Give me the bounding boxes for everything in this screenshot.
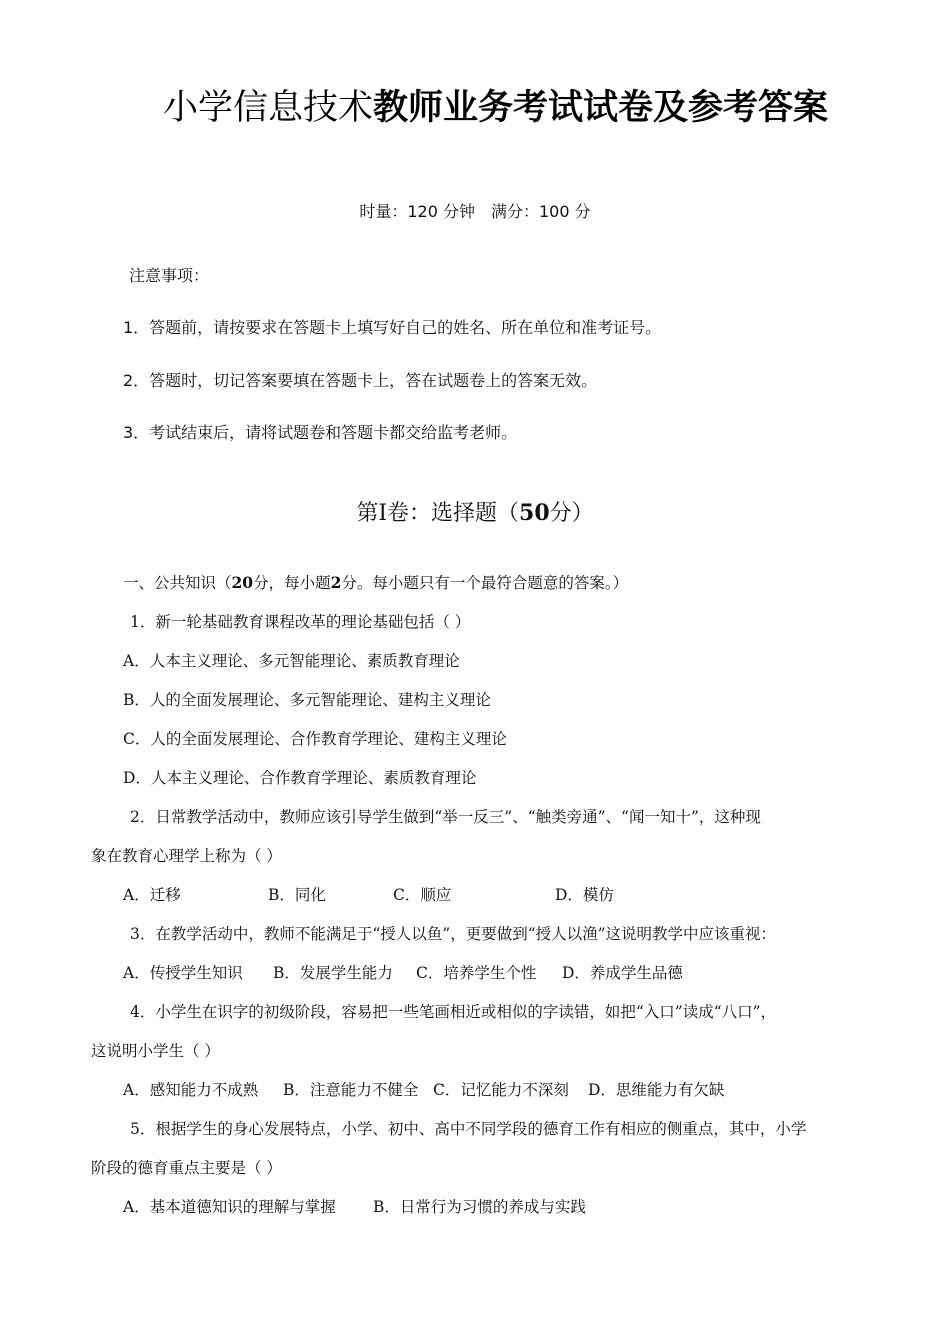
question-3-option-c: C．培养学生个性 [416, 964, 537, 982]
part-1-text-2: 分，每小题 [253, 574, 331, 592]
section-title [0, 498, 950, 529]
question-1-option-b: B．人的全面发展理论、多元智能理论、建构主义理论 [123, 691, 491, 709]
question-4-option-d: D．思维能力有欠缺 [588, 1081, 725, 1099]
question-4-options [123, 1078, 724, 1102]
part-1-each: 2 [330, 573, 342, 592]
question-1-option-d: D．人本主义理论、合作教育学理论、素质教育理论 [123, 769, 477, 787]
question-4-stem-line-1: 4．小学生在识字的初级阶段，容易把一些笔画相近或相似的字读错，如把“入口”读成“八口”， [130, 1003, 777, 1021]
question-5-option-b: B．日常行为习惯的养成与实践 [373, 1198, 586, 1216]
question-2-option-b: B．同化 [268, 886, 326, 904]
question-1-stem: 1．新一轮基础教育课程改革的理论基础包括（ ） [130, 613, 471, 631]
question-5-stem-line-2: 阶段的德育重点主要是（ ） [91, 1159, 282, 1177]
notice-heading: 注意事项： [129, 266, 210, 285]
question-5-option-a: A．基本道德知识的理解与掌握 [123, 1198, 336, 1216]
question-4-stem-line-2: 这说明小学生（ ） [91, 1042, 220, 1060]
question-2-stem-line-1: 2．日常教学活动中，教师应该引导学生做到“举一反三”、“触类旁通”、“闻一知十”，这种现 [130, 808, 761, 826]
exam-full-score: 满分：100 分 [491, 202, 591, 221]
notice-item-3: 3．考试结束后，请将试题卷和答题卡都交给监考老师。 [123, 423, 518, 442]
question-3-option-d: D．养成学生品德 [562, 964, 683, 982]
exam-title [163, 88, 828, 128]
question-3-options [123, 961, 683, 985]
question-1-option-c: C．人的全面发展理论、合作教育学理论、建构主义理论 [123, 730, 507, 748]
section-title-suffix: 分） [549, 501, 594, 526]
title-light: 小学信息技术 [163, 88, 374, 128]
title-bold: 教师业务考试试卷及参考答案 [373, 88, 829, 128]
part-1-text-3: 分。每小题只有一个最符合题意的答案。） [341, 574, 629, 592]
question-5-options [123, 1195, 586, 1219]
question-3-option-b: B．发展学生能力 [273, 964, 393, 982]
exam-duration: 时量：120 分钟 [359, 202, 475, 221]
question-5-stem-line-1: 5．根据学生的身心发展特点，小学、初中、高中不同学段的德育工作有相应的侧重点，其中，小学 [130, 1120, 807, 1138]
question-2-option-d: D．模仿 [555, 886, 614, 904]
notice-item-2: 2．答题时，切记答案要填在答题卡上，答在试题卷上的答案无效。 [123, 371, 598, 390]
question-2-option-a: A．迁移 [123, 886, 181, 904]
part-1-total: 20 [231, 573, 254, 592]
question-3-stem: 3．在教学活动中，教师不能满足于“授人以鱼”，更要做到“授人以渔”这说明教学中应该重视： [130, 925, 777, 943]
question-1-option-a: A．人本主义理论、多元智能理论、素质教育理论 [123, 652, 460, 670]
part-1-heading [123, 571, 628, 595]
question-2-options [123, 883, 614, 907]
question-4-option-a: A．感知能力不成熟 [123, 1081, 259, 1099]
part-1-text-1: 一、公共知识（ [123, 574, 232, 592]
section-title-prefix: 第Ⅰ卷：选择题（ [356, 501, 520, 526]
question-4-option-c: C．记忆能力不深刻 [433, 1081, 569, 1099]
section-points: 50 [519, 500, 550, 526]
question-2-stem-line-2: 象在教育心理学上称为（ ） [91, 847, 282, 865]
exam-info [0, 200, 950, 224]
question-4-option-b: B．注意能力不健全 [283, 1081, 419, 1099]
question-2-option-c: C．顺应 [393, 886, 452, 904]
notice-item-1: 1．答题前，请按要求在答题卡上填写好自己的姓名、所在单位和准考证号。 [123, 318, 662, 337]
question-3-option-a: A．传授学生知识 [123, 964, 243, 982]
